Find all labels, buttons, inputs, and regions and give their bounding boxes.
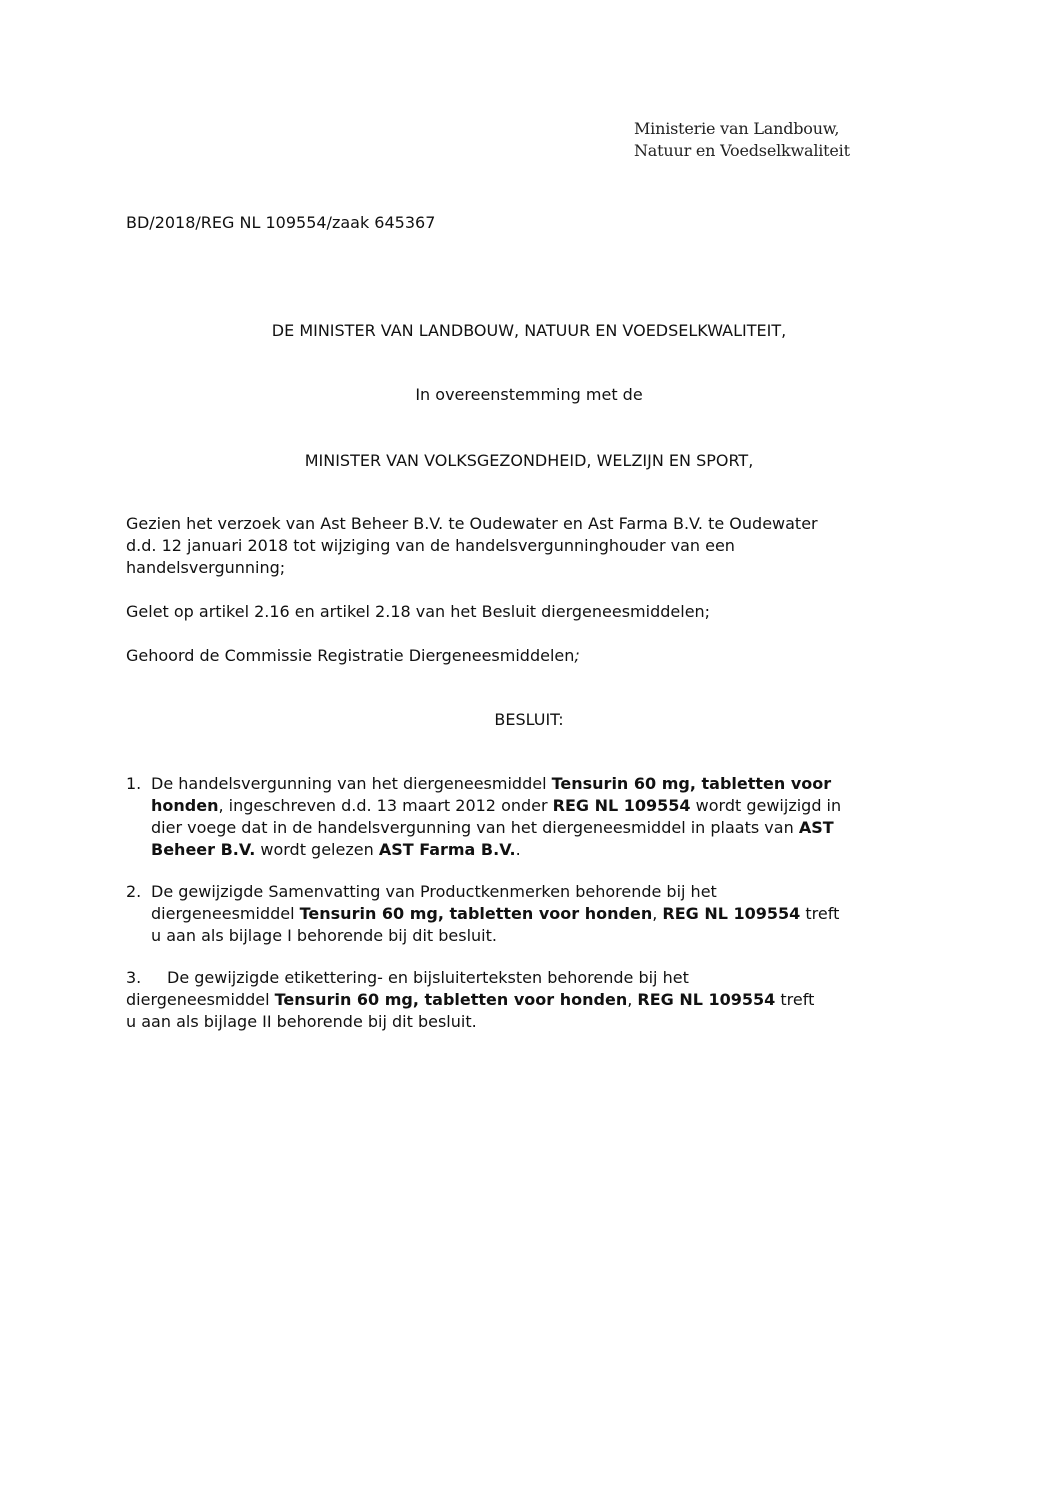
item-text: , (627, 990, 638, 1009)
item-3-line-3: u aan als bijlage II behorende bij dit besluit. (126, 1012, 477, 1031)
item-1-line-2 (151, 795, 841, 818)
item-number: 3. (126, 968, 142, 987)
item-number: 2. (126, 882, 142, 901)
gehoord-semicolon: ; (574, 646, 580, 665)
gezien-line-3: handelsvergunning; (126, 558, 286, 577)
registration-number: REG NL 109554 (662, 904, 801, 923)
item-number: 1. (126, 774, 142, 793)
item-1-line-3 (151, 817, 834, 840)
gezien-line-2: d.d. 12 januari 2018 tot wijziging van de handelsvergunninghouder van een (126, 536, 735, 555)
reference-number: BD/2018/REG NL 109554/zaak 645367 (126, 213, 436, 232)
item-3-line-2 (126, 989, 814, 1012)
ministry-letterhead (634, 118, 850, 162)
gehoord-text: Gehoord de Commissie Registratie Diergeneesmiddelen (126, 646, 575, 665)
item-2-line-3: u aan als bijlage I behorende bij dit besluit. (151, 926, 497, 945)
item-text: wordt gelezen (255, 840, 379, 859)
item-1-line-4 (151, 839, 521, 862)
product-name: Tensurin 60 mg, tabletten voor honden (274, 990, 628, 1009)
gezien-line-1: Gezien het verzoek van Ast Beheer B.V. te Oudewater en Ast Farma B.V. te Oudewater (126, 514, 818, 533)
item-text: wordt gewijzigd in (690, 796, 842, 815)
item-text: treft (775, 990, 815, 1009)
gehoord-paragraph (126, 645, 580, 668)
product-name: Tensurin 60 mg, tabletten voor (551, 774, 832, 793)
item-text: diergeneesmiddel (126, 990, 275, 1009)
item-text: , (652, 904, 663, 923)
besluit-heading: BESLUIT: (494, 710, 564, 729)
ministry-line-1: Ministerie van Landbouw, (634, 119, 840, 138)
item-text: treft (800, 904, 840, 923)
item-3-line-1: De gewijzigde etikettering- en bijsluiterteksten behorende bij het (167, 968, 689, 987)
ministry-line-2: Natuur en Voedselkwaliteit (634, 141, 850, 160)
product-name: honden (151, 796, 219, 815)
item-text: De handelsvergunning van het diergeneesmiddel (151, 774, 552, 793)
heading-minister-lnv: DE MINISTER VAN LANDBOUW, NATUUR EN VOEDSELKWALITEIT, (271, 321, 787, 340)
item-text: diergeneesmiddel (151, 904, 300, 923)
registration-number: REG NL 109554 (637, 990, 776, 1009)
item-text: dier voege dat in de handelsvergunning van het diergeneesmiddel in plaats van (151, 818, 799, 837)
gelet-paragraph: Gelet op artikel 2.16 en artikel 2.18 van het Besluit diergeneesmiddelen; (126, 602, 711, 621)
company-name: Beheer B.V. (151, 840, 256, 859)
company-name: AST (798, 818, 834, 837)
item-1-line-1 (151, 773, 831, 796)
item-text: , ingeschreven d.d. 13 maart 2012 onder (218, 796, 553, 815)
company-name: AST Farma B.V. (378, 840, 516, 859)
item-text: . (515, 840, 521, 859)
item-2-line-1: De gewijzigde Samenvatting van Productkenmerken behorende bij het (151, 882, 717, 901)
heading-minister-vws: MINISTER VAN VOLKSGEZONDHEID, WELZIJN EN SPORT, (304, 451, 754, 470)
heading-in-agreement: In overeenstemming met de (415, 385, 643, 404)
registration-number: REG NL 109554 (552, 796, 691, 815)
product-name: Tensurin 60 mg, tabletten voor honden (299, 904, 653, 923)
item-2-line-2 (151, 903, 839, 926)
